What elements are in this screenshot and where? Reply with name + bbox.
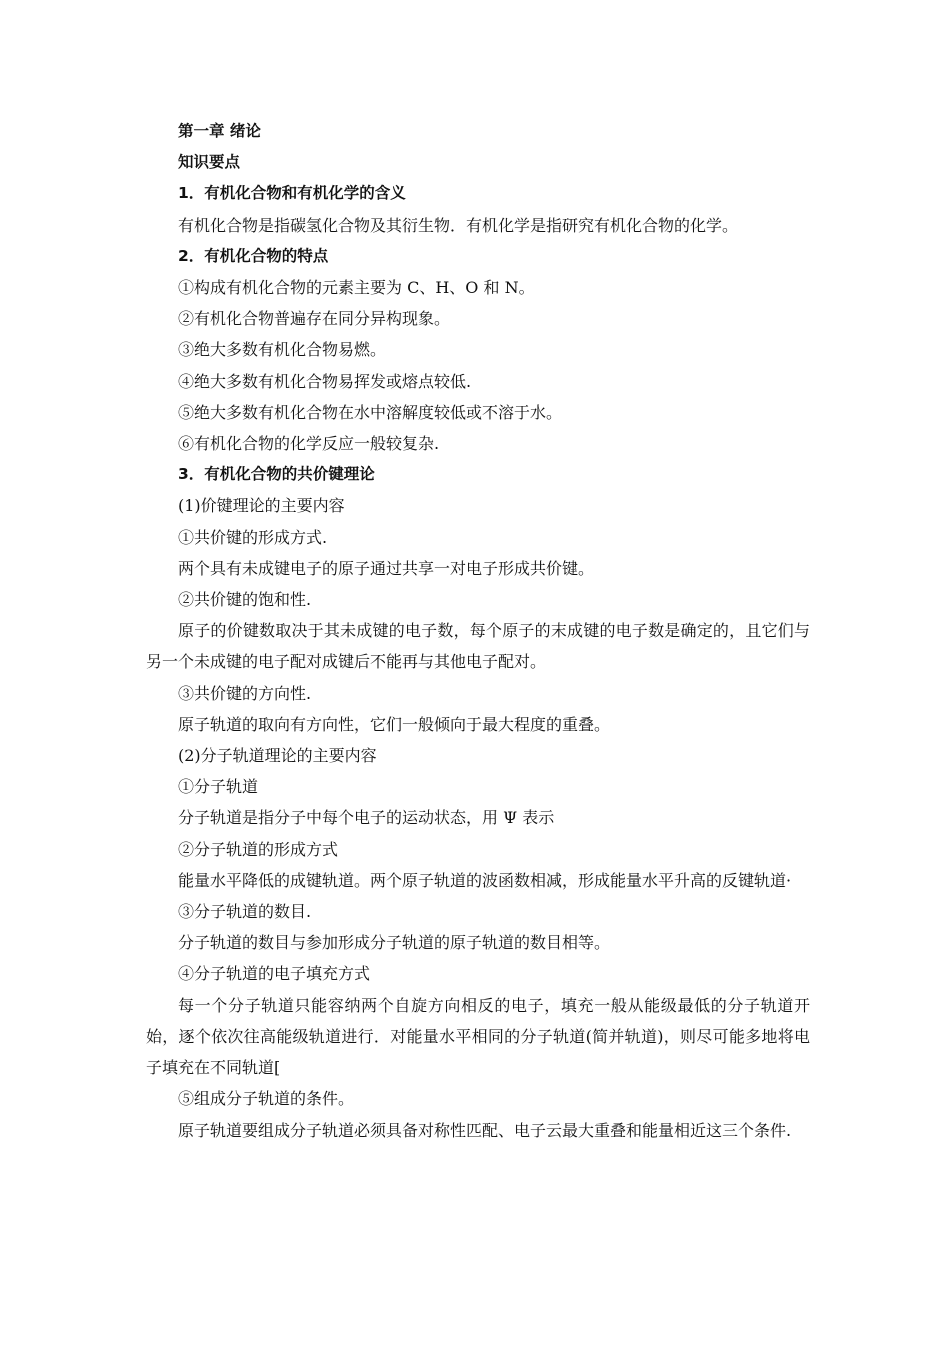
definition-text: 有机化合物是指碳氢化合物及其衍生物．有机化学是指研究有机化合物的化学。 [178, 215, 739, 235]
subheading-molecular-orbital: (2)分子轨道理论的主要内容 [178, 746, 377, 766]
mo-formation-title: ②分子轨道的形成方式 [178, 839, 339, 859]
heading-definition: 1．有机化合物和有机化学的含义 [178, 184, 406, 203]
vb-formation-title: ①共价键的形成方式. [178, 527, 328, 547]
heading-features: 2．有机化合物的特点 [178, 246, 329, 265]
feature-item: ⑥有机化合物的化学反应一般较复杂. [178, 434, 440, 454]
chapter-title: 第一章 绪论 [178, 122, 261, 140]
feature-item: ①构成有机化合物的元素主要为 C、H、O 和 N。 [178, 278, 535, 298]
mo-conditions-title: ⑤组成分子轨道的条件。 [178, 1089, 355, 1109]
feature-item: ②有机化合物普遍存在同分异构现象。 [178, 309, 451, 329]
vb-direction-title: ③共价键的方向性. [178, 683, 312, 703]
vb-saturation-title: ②共价键的饱和性. [178, 590, 312, 610]
mo-count-text: 分子轨道的数目与参加形成分子轨道的原子轨道的数目相等。 [178, 933, 611, 953]
feature-item: ⑤绝大多数有机化合物在水中溶解度较低或不溶于水。 [178, 402, 563, 422]
feature-item: ④绝大多数有机化合物易挥发或熔点较低. [178, 371, 472, 391]
mo-filling-text: 每一个分子轨道只能容纳两个自旋方向相反的电子，填充一般从能级最低的分子轨道开始，逐个依次往高能级轨道进行．对能量水平相同的分子轨道(简并轨道)，则尽可能多地将电子填充在不同轨道[ [146, 995, 810, 1078]
section-title: 知识要点 [178, 153, 241, 172]
heading-covalent-theory: 3．有机化合物的共价键理论 [178, 465, 375, 484]
mo-formation-text: 能量水平降低的成键轨道。两个原子轨道的波函数相减，形成能量水平升高的反键轨道· [178, 870, 792, 890]
document-body [146, 116, 810, 1146]
mo-filling-title: ④分子轨道的电子填充方式 [178, 964, 371, 984]
vb-formation-text: 两个具有未成键电子的原子通过共享一对电子形成共价键。 [178, 558, 595, 578]
vb-direction-text: 原子轨道的取向有方向性，它们一般倾向于最大程度的重叠。 [178, 714, 611, 734]
mo-definition-text: 分子轨道是指分子中每个电子的运动状态，用 Ψ 表示 [178, 808, 555, 828]
vb-saturation-text: 原子的价键数取决于其未成键的电子数，每个原子的末成键的电子数是确定的，且它们与另一个未成键的电子配对成键后不能再与其他电子配对。 [146, 621, 810, 672]
mo-count-title: ③分子轨道的数目. [178, 902, 312, 922]
subheading-valence-bond: (1)价键理论的主要内容 [178, 496, 345, 516]
feature-item: ③绝大多数有机化合物易燃。 [178, 340, 387, 360]
mo-definition-title: ①分子轨道 [178, 777, 259, 797]
mo-conditions-text: 原子轨道要组成分子轨道必须具备对称性匹配、电子云最大重叠和能量相近这三个条件. [178, 1120, 792, 1140]
